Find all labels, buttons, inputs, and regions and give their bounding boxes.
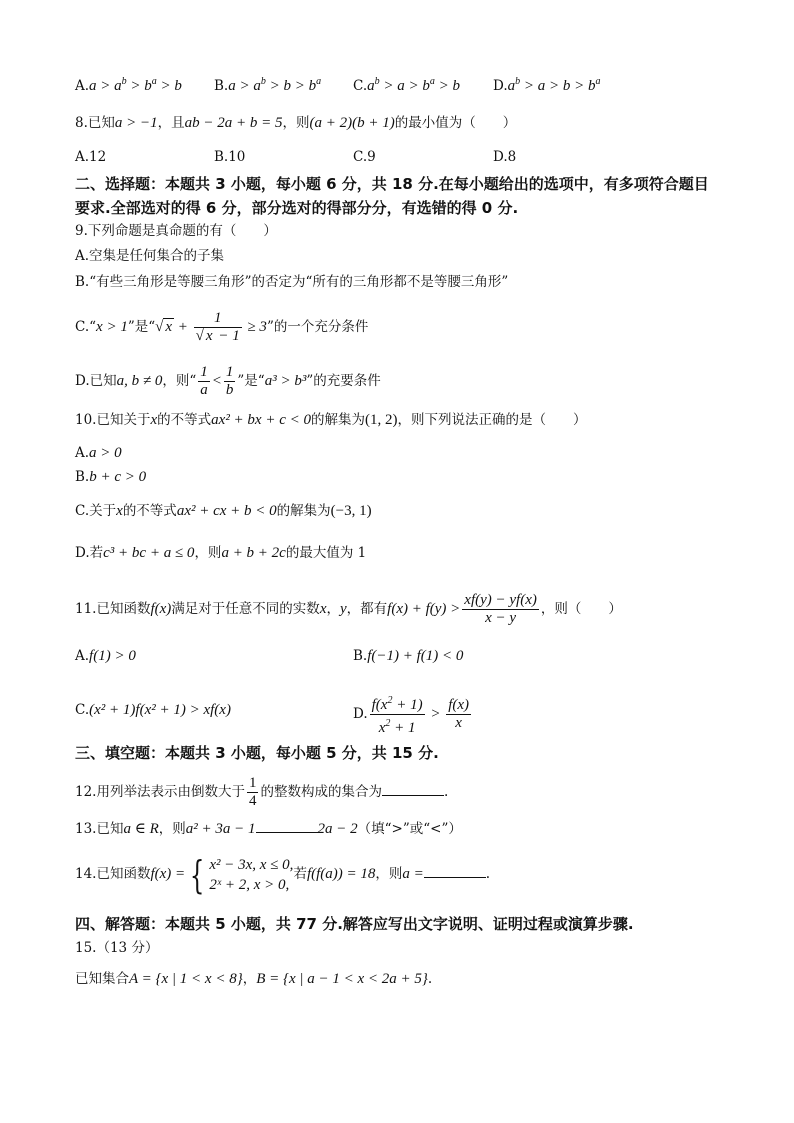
q15-header: 15.（13 分） bbox=[75, 940, 159, 956]
section2-heading-line2: 要求.全部选对的得 6 分，部分选对的得部分分，有选错的得 0 分. bbox=[75, 199, 519, 217]
q9-stem: 9.下列命题是真命题的有（ ） bbox=[75, 223, 277, 239]
q9-option-c: C.“x > 1”是“√ x + $\frac{1}{√ x - 1}$ ≥ 3”的一个充分条件 bbox=[75, 310, 369, 344]
q10-option-d: D.若c³ + bc + a ≤ 0，则a + b + 2c的最大值为 1 bbox=[75, 545, 367, 561]
q7-option-b-math: $a > a^b > b > b^a$ bbox=[228, 76, 322, 94]
q9-option-a: A.空集是任何集合的子集 bbox=[75, 248, 225, 264]
q11-d-expression: $\frac{f(x^2 + 1)}{x^2 + 1}$ > $\frac{f(x)}{x}$ bbox=[368, 706, 473, 722]
section4-heading: 四、解答题：本题共 5 小题，共 77 分.解答应写出文字说明、证明过程或演算步骤. bbox=[75, 915, 634, 933]
q11-option-c: C.(x² + 1)f(x² + 1) > xf(x) bbox=[75, 702, 231, 718]
q11-fraction: $\frac{xf(y) - yf(x)}{x - y}$ bbox=[464, 592, 537, 626]
q11-option-b: B.f(−1) + f(1) < 0 bbox=[353, 648, 464, 664]
q10-option-c: C.关于x的不等式ax² + cx + b < 0的解集为(−3, 1) bbox=[75, 503, 372, 519]
q8-option-c: C.9 bbox=[353, 149, 376, 165]
q7-option-a: $A.a > a^b > b^a > b$ bbox=[75, 76, 182, 94]
q9-c-expression: √ x + $\frac{1}{√ x - 1}$ ≥ 3 bbox=[155, 310, 267, 344]
q8-stem: 8.已知a > −1，且ab − 2a + b = 5，则(a + 2)(b + 1)的最小值为（ ） bbox=[75, 115, 517, 131]
q7-option-c-math: $a^b > a > b^a > b$ bbox=[367, 76, 461, 94]
q8-option-b: B.10 bbox=[214, 149, 246, 165]
q12-answer-blank[interactable] bbox=[382, 783, 444, 796]
q15-stem: 已知集合A = {x | 1 < x < 8}，B = {x | a − 1 < x < 2a + 5}. bbox=[75, 971, 433, 987]
section2-heading-line1: 二、选择题：本题共 3 小题，每小题 6 分，共 18 分.在每小题给出的选项中，有多项符合题目 bbox=[75, 175, 709, 193]
q14-piecewise: x² − 3x, x ≤ 0, 2ˣ + 2, x > 0, bbox=[209, 856, 294, 893]
q14-brace: { bbox=[190, 852, 205, 897]
q14-answer-blank[interactable] bbox=[424, 865, 486, 878]
q7-option-a-math: $a > a^b > b^a > b$ bbox=[89, 76, 182, 94]
q12-fraction: $\frac{1}{4}$ bbox=[248, 775, 257, 809]
q7-option-d-math: $a^b > a > b > b^a$ bbox=[507, 76, 601, 94]
q7-option-b: $B.a > a^b > b > b^a$ bbox=[214, 76, 322, 94]
q9-d-fraction-inequality: $\frac{1}{a}$ < $\frac{1}{b}$ bbox=[200, 364, 234, 398]
q12-stem: 12.用列举法表示由倒数大于 $\frac{1}{4}$ 的整数构成的集合为 . bbox=[75, 775, 449, 809]
q10-option-a: A.a > 0 bbox=[75, 445, 122, 461]
q9-option-d: D.已知a, b ≠ 0，则“ $\frac{1}{a}$ < $\frac{1}{b}$ ”是“a³ > b³”的充要条件 bbox=[75, 364, 381, 398]
q11-option-d: D. $\frac{f(x^2 + 1)}{x^2 + 1}$ > $\frac{f(x)}{x}$ bbox=[353, 692, 473, 737]
q13-answer-blank[interactable] bbox=[256, 820, 318, 833]
q10-option-b: B.b + c > 0 bbox=[75, 469, 147, 485]
q9-option-b: B.“有些三角形是等腰三角形”的否定为“所有的三角形都不是等腰三角形” bbox=[75, 274, 509, 290]
q8-option-a: A.12 bbox=[75, 149, 107, 165]
q7-option-c: $C.a^b > a > b^a > b$ bbox=[353, 76, 461, 94]
section3-heading: 三、填空题：本题共 3 小题，每小题 5 分，共 15 分. bbox=[75, 744, 439, 762]
q10-stem: 10.已知关于x的不等式ax² + bx + c < 0的解集为(1, 2)，则下列说法正确的是（ ） bbox=[75, 412, 587, 428]
q14-stem: 14.已知函数f(x) = { x² − 3x, x ≤ 0, 2ˣ + 2, x > 0, 若f(f(a)) = 18，则a = . bbox=[75, 852, 491, 897]
q8-option-d: D.8 bbox=[493, 149, 517, 165]
q11-option-a: A.f(1) > 0 bbox=[75, 648, 136, 664]
q7-option-d: $D.a^b > a > b > b^a$ bbox=[493, 76, 601, 94]
q13-stem: 13.已知a ∈ R，则a² + 3a − 1 2a − 2（填“>”或“<”） bbox=[75, 821, 462, 837]
q11-stem: 11.已知函数f(x)满足对于任意不同的实数x，y，都有f(x) + f(y) > $\frac{xf(y) - yf(x)}{x - y}$ ，则（ ） bbox=[75, 592, 622, 626]
